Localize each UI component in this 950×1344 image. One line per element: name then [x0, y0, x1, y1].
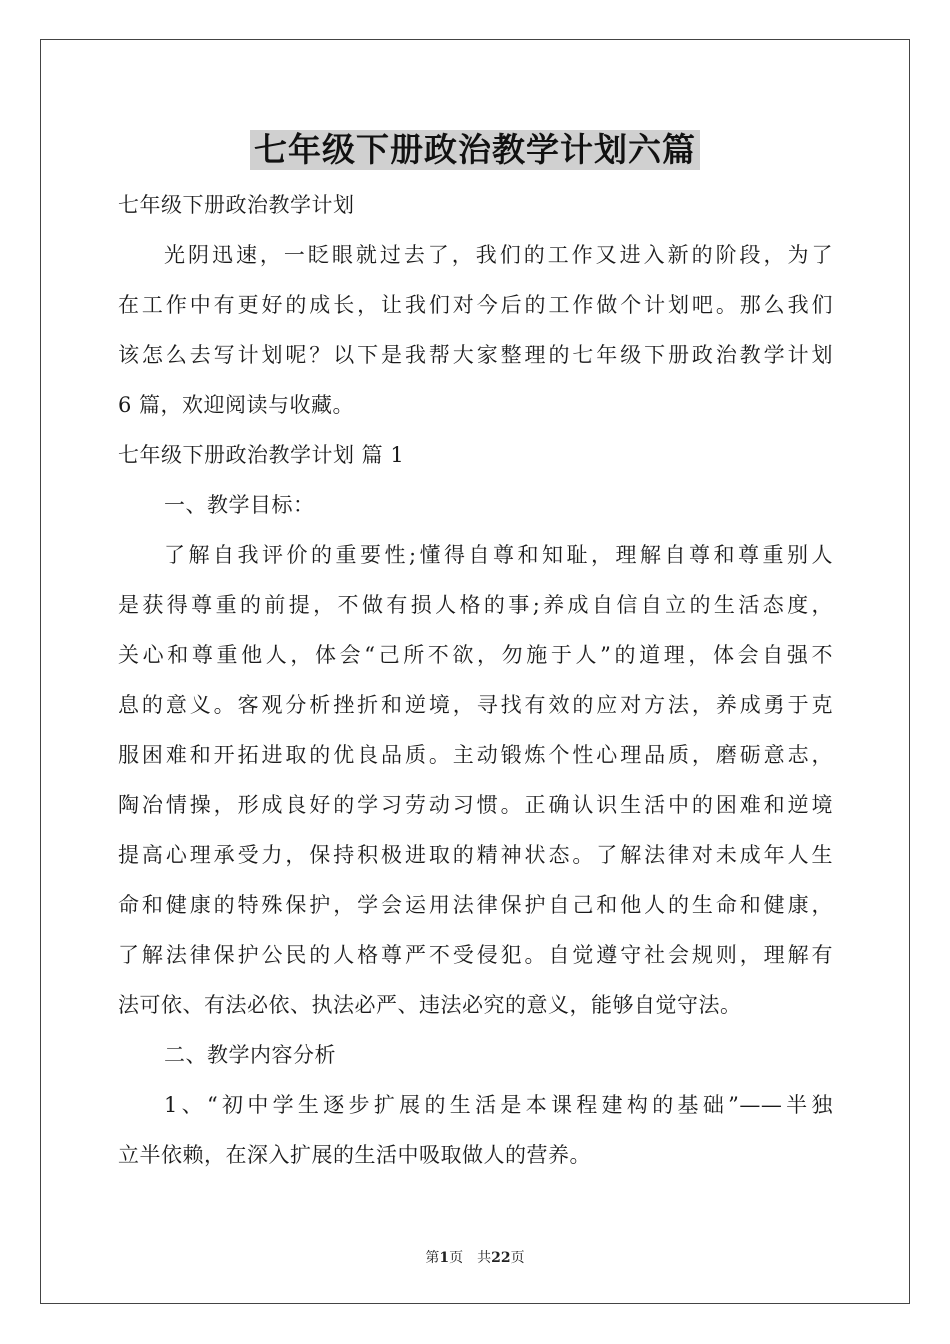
section-heading: 七年级下册政治教学计划 篇 1 — [118, 443, 405, 467]
paragraph-line: 1、“初中学生逐步扩展的生活是本课程建构的基础”——半独 — [164, 1093, 833, 1117]
footer-page-number: 1 — [439, 1250, 450, 1266]
document-title-text: 七年级下册政治教学计划六篇 — [250, 130, 700, 170]
paragraph-line: 在工作中有更好的成长，让我们对今后的工作做个计划吧。那么我们 — [118, 293, 833, 317]
page-footer — [0, 1247, 950, 1267]
document-title — [0, 128, 950, 172]
footer-page-prefix: 第 — [425, 1250, 440, 1266]
paragraph-line: 服困难和开拓进取的优良品质。主动锻炼个性心理品质，磨砺意志， — [118, 743, 833, 767]
paragraph-line: 6 篇，欢迎阅读与收藏。 — [118, 393, 355, 417]
paragraph-line: 该怎么去写计划呢？以下是我帮大家整理的七年级下册政治教学计划 — [118, 343, 833, 367]
paragraph-line: 关心和尊重他人，体会“己所不欲，勿施于人”的道理，体会自强不 — [118, 643, 833, 667]
paragraph-line: 息的意义。客观分析挫折和逆境，寻找有效的应对方法，养成勇于克 — [118, 693, 833, 717]
paragraph-line: 立半依赖，在深入扩展的生活中吸取做人的营养。 — [118, 1143, 591, 1167]
paragraph-line: 法可依、有法必依、执法必严、违法必究的意义，能够自觉守法。 — [118, 993, 742, 1017]
paragraph-line: 是获得尊重的前提，不做有损人格的事;养成自信自立的生活态度， — [118, 593, 833, 617]
paragraph-line: 了解法律保护公民的人格尊严不受侵犯。自觉遵守社会规则，理解有 — [118, 943, 833, 967]
footer-page-suffix: 页 — [510, 1250, 525, 1266]
subsection-heading: 一、教学目标： — [164, 493, 315, 517]
paragraph-line: 提高心理承受力，保持积极进取的精神状态。了解法律对未成年人生 — [118, 843, 833, 867]
subsection-heading: 二、教学内容分析 — [164, 1043, 336, 1067]
paragraph-line: 命和健康的特殊保护，学会运用法律保护自己和他人的生命和健康， — [118, 893, 833, 917]
footer-page-mid: 页 共 — [449, 1250, 492, 1266]
document-body — [118, 180, 833, 1180]
section-heading: 七年级下册政治教学计划 — [118, 193, 355, 217]
paragraph-line: 了解自我评价的重要性;懂得自尊和知耻，理解自尊和尊重别人 — [164, 543, 833, 567]
paragraph-line: 陶冶情操，形成良好的学习劳动习惯。正确认识生活中的困难和逆境 — [118, 793, 833, 817]
paragraph-line: 光阴迅速，一眨眼就过去了，我们的工作又进入新的阶段，为了 — [164, 243, 833, 267]
footer-page-total: 22 — [491, 1250, 511, 1266]
